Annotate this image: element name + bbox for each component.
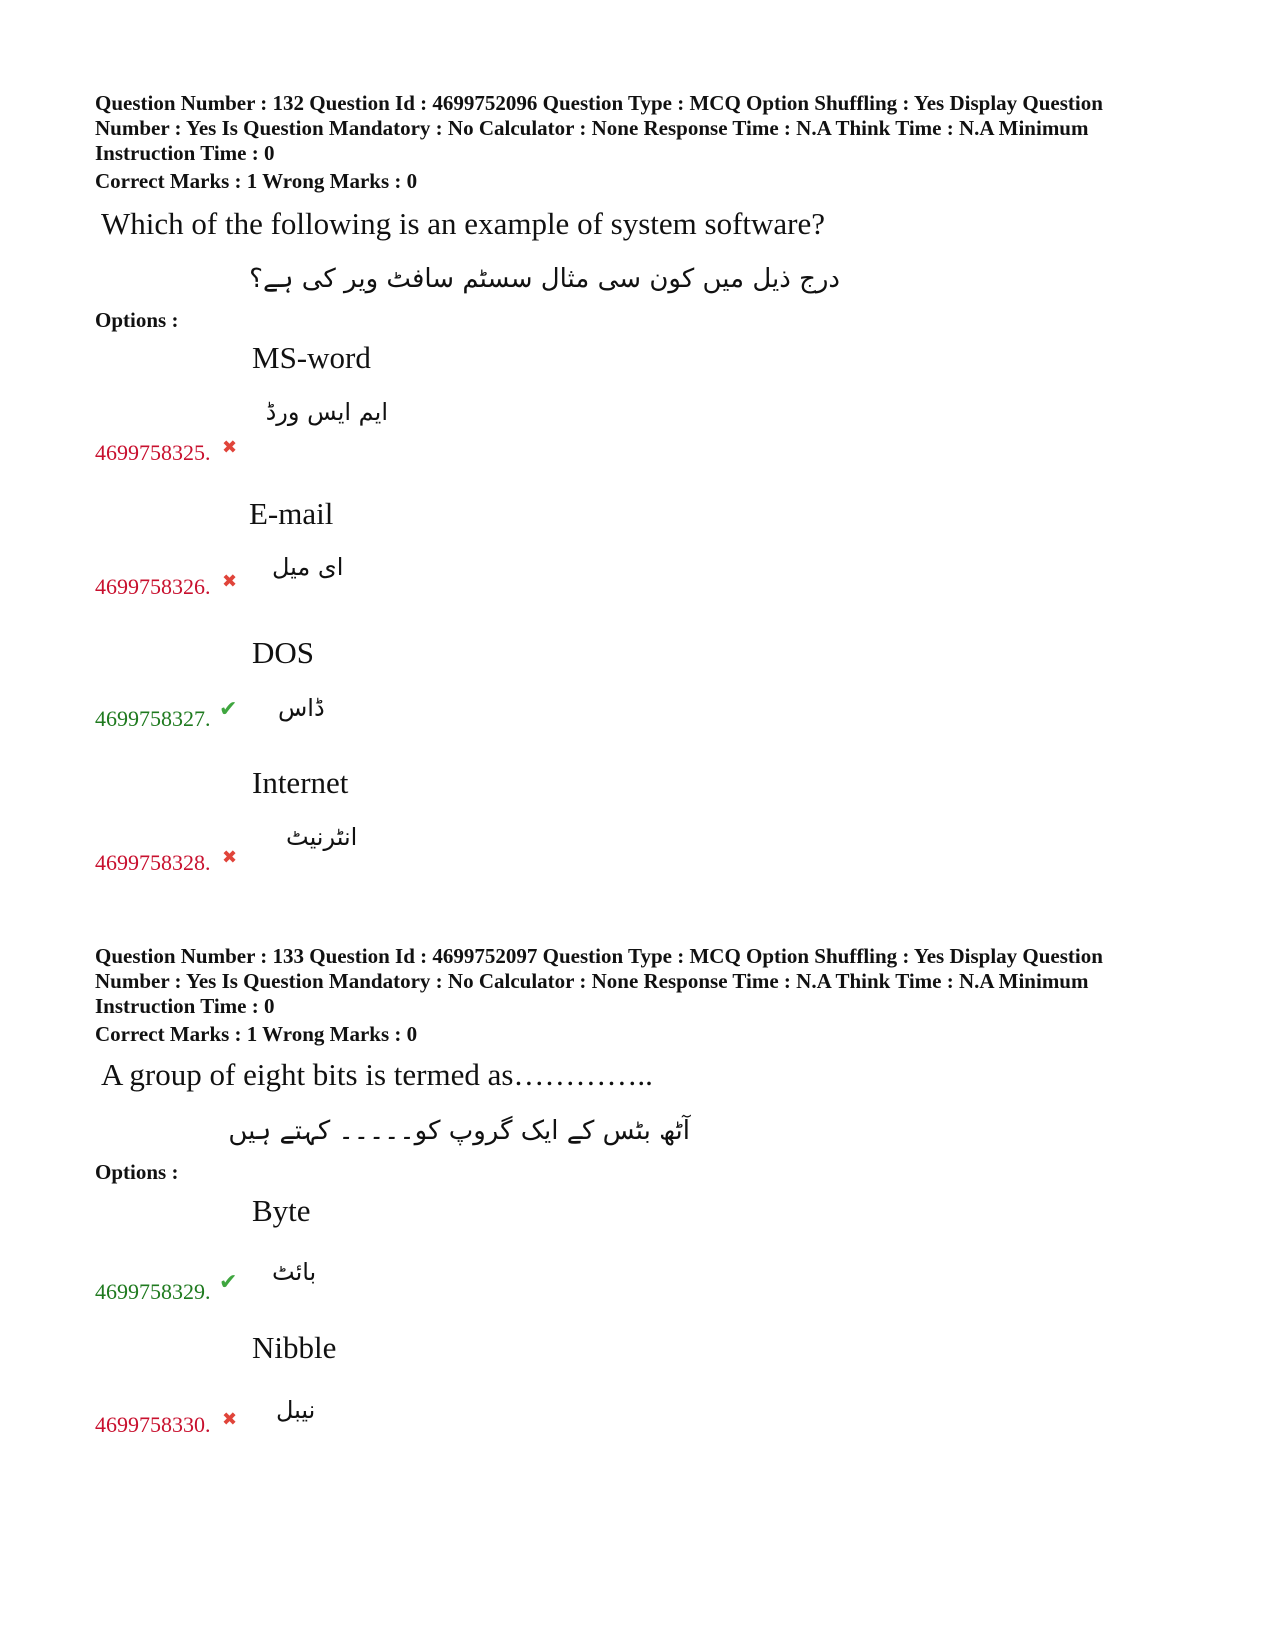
question-meta-line: Question Number : 133 Question Id : 4699752097 Question Type : MCQ Option Shuffling : Yes Display Question xyxy=(95,944,1103,968)
option-id: 4699758328. xyxy=(95,850,211,875)
question-meta-line: Instruction Time : 0 xyxy=(95,994,275,1018)
question-text-urdu: آٹھ بٹس کے ایک گروپ کو۔۔۔۔۔ کہتے ہیں xyxy=(228,1116,690,1146)
option-id: 4699758325. xyxy=(95,440,211,465)
option-id: 4699758330. xyxy=(95,1412,211,1437)
cross-icon: ✖ xyxy=(222,437,238,458)
option-text-urdu: ڈاس xyxy=(278,694,325,722)
option-text-english: DOS xyxy=(252,635,315,670)
option-text-english: Internet xyxy=(252,765,349,800)
cross-icon: ✖ xyxy=(222,847,238,868)
question-marks: Correct Marks : 1 Wrong Marks : 0 xyxy=(95,169,418,193)
option-id: 4699758326. xyxy=(95,574,211,599)
option-text-english: Byte xyxy=(252,1193,311,1228)
option-text-urdu: نیبل xyxy=(276,1396,316,1424)
question-marks: Correct Marks : 1 Wrong Marks : 0 xyxy=(95,1022,418,1046)
cross-icon: ✖ xyxy=(222,571,238,592)
option-text-urdu: ایم ایس ورڈ xyxy=(265,398,388,426)
check-icon: ✔ xyxy=(219,697,238,722)
options-label: Options : xyxy=(95,308,179,332)
option-id: 4699758329. xyxy=(95,1279,211,1304)
option-text-english: E-mail xyxy=(249,496,334,531)
cross-icon: ✖ xyxy=(222,1409,238,1430)
option-text-urdu: ای میل xyxy=(272,553,344,581)
option-id: 4699758327. xyxy=(95,706,211,731)
option-text-urdu: بائٹ xyxy=(272,1258,317,1286)
question-text-english: A group of eight bits is termed as………….. xyxy=(101,1057,653,1092)
question-meta xyxy=(95,944,1195,1019)
options-label: Options : xyxy=(95,1160,179,1184)
check-icon: ✔ xyxy=(219,1270,238,1295)
question-text-english: Which of the following is an example of system software? xyxy=(101,206,825,241)
option-text-urdu: انٹرنیٹ xyxy=(286,823,358,851)
question-meta-line: Instruction Time : 0 xyxy=(95,141,275,165)
option-text-english: Nibble xyxy=(252,1330,337,1365)
question-meta xyxy=(95,91,1195,166)
question-meta-line: Question Number : 132 Question Id : 4699752096 Question Type : MCQ Option Shuffling : Yes Display Question xyxy=(95,91,1103,115)
question-text-urdu: درج ذیل میں کون سی مثال سسٹم سافٹ ویر کی ہے؟ xyxy=(249,264,840,294)
question-meta-line: Number : Yes Is Question Mandatory : No Calculator : None Response Time : N.A Think Time : N.A Minimum xyxy=(95,969,1089,993)
question-meta-line: Number : Yes Is Question Mandatory : No Calculator : None Response Time : N.A Think Time : N.A Minimum xyxy=(95,116,1089,140)
option-text-english: MS-word xyxy=(252,340,371,375)
